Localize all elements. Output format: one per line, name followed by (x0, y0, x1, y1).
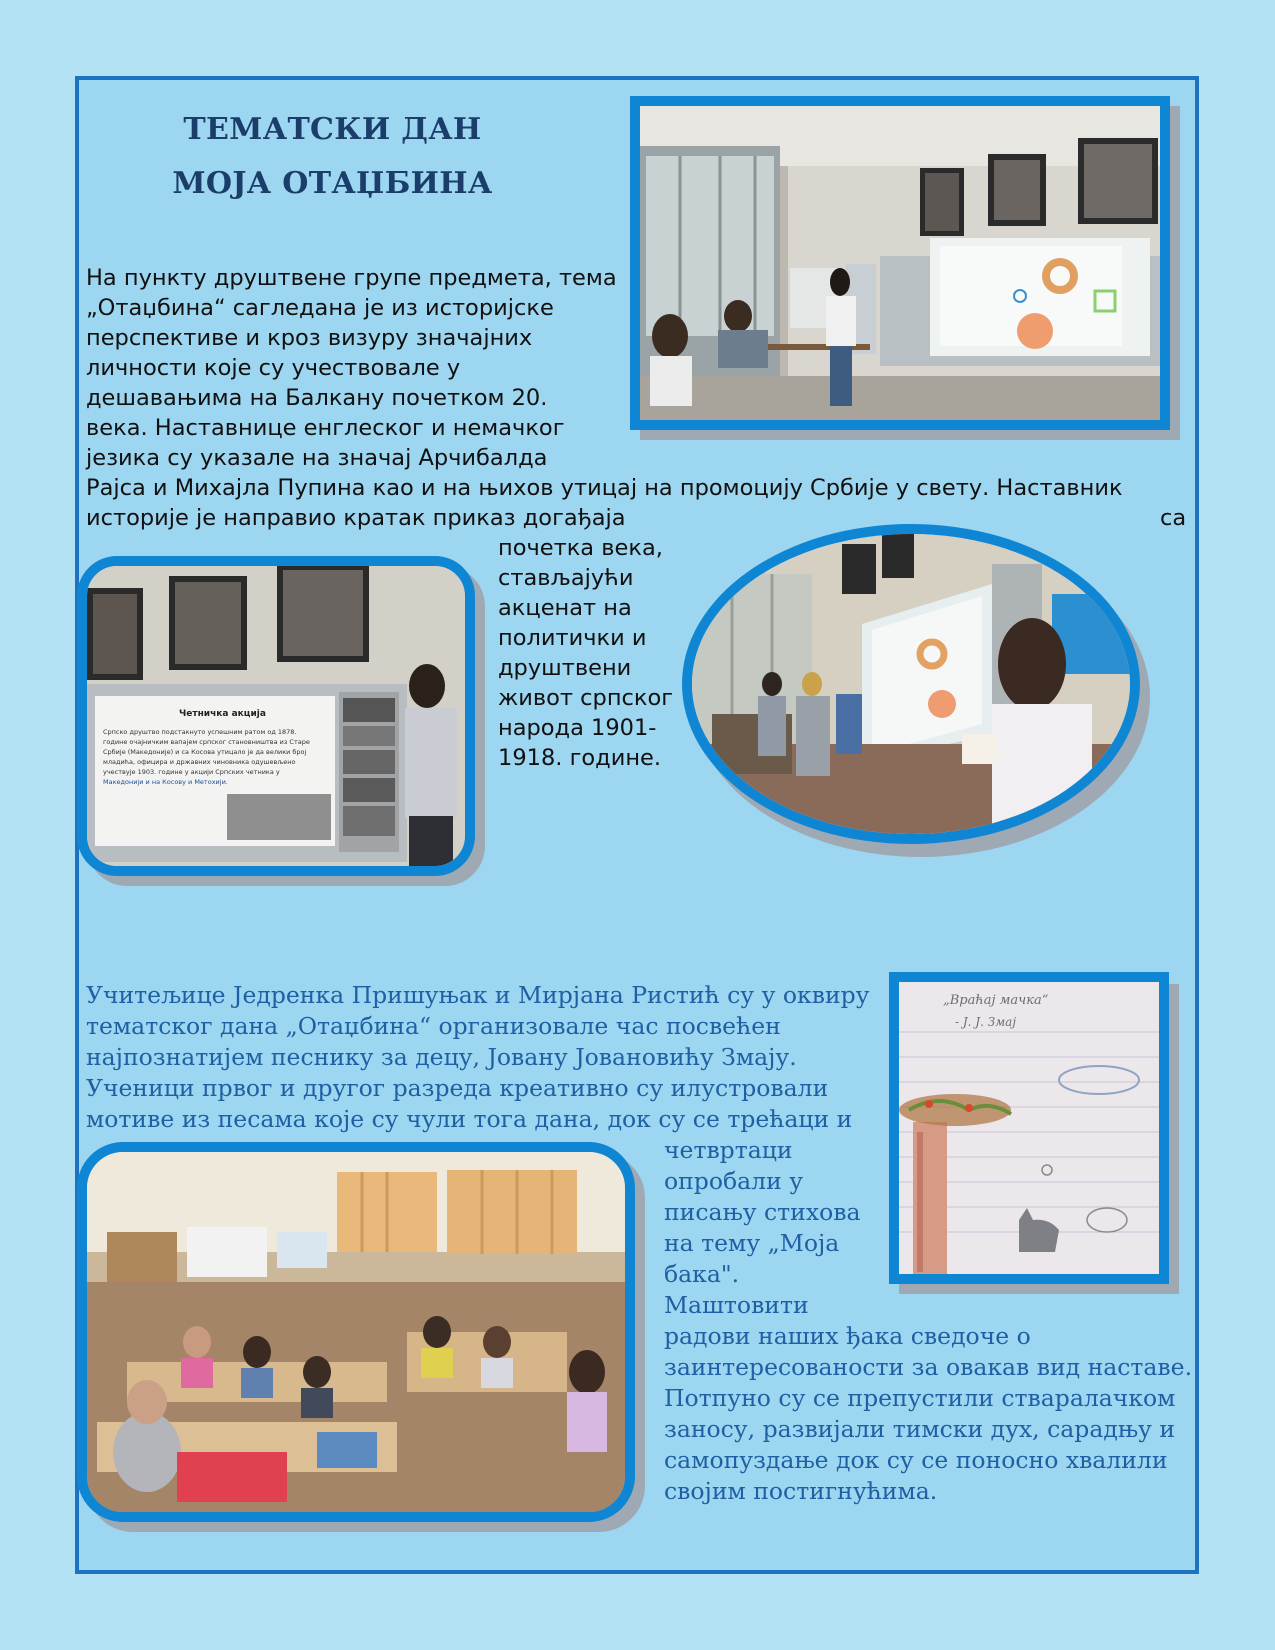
side-text-line: заносу, развијали тимски дух, сарадњу и (664, 1415, 1175, 1443)
text-line: историје је направио кратак приказ догађаја (86, 505, 626, 531)
text-line: дешавањима на Балкану почетком 20. (86, 385, 548, 411)
text-line-end: са (1160, 505, 1187, 531)
notebook-drawing-photo (889, 972, 1169, 1284)
side-text-line: својим постигнућима. (664, 1477, 938, 1505)
side-text-line: Потпуно су се препустили стваралачком (664, 1384, 1176, 1412)
slide-line: године очајничким вапајем српског становништва из Старе (103, 738, 310, 746)
side-text-line: 1918. године. (498, 745, 662, 771)
text-line: језика су указале на значај Арчибалда (86, 445, 548, 471)
slide-line: Македонији и на Косову и Метохији. (103, 778, 228, 786)
text-line: Учитељице Једренка Пришуњак и Мирјана Ристић су у оквиру (86, 981, 870, 1009)
side-text-line: заинтересованости за овакав вид наставе. (664, 1353, 1193, 1381)
slide-line: Српско друштво подстакнуто успешним ратом од 1878. (103, 728, 297, 736)
text-line: „Отаџбина“ сагледана је из историјске (86, 295, 554, 321)
text-line: На пункту друштвене групе предмета, тема (86, 265, 617, 291)
classroom-presentation-photo (630, 96, 1170, 430)
page-title-line-2: МОЈА ОТАЏБИНА (172, 166, 493, 201)
text-line: Рајса и Михајла Пупина као и на њихов утицај на промоцију Србије у свету. Наставник (86, 475, 1123, 501)
side-text-line: четвртаци (664, 1136, 793, 1164)
side-text-line: политички и (498, 625, 647, 651)
side-text-line: акценат на (498, 595, 632, 621)
notebook-author: - Ј. Ј. Змај (955, 1015, 1017, 1029)
text-line: личности које су учествовале у (86, 355, 461, 381)
side-text-line: стављајући (498, 565, 634, 591)
classroom-students-photo (77, 1142, 635, 1522)
side-text-line: живот српског (498, 685, 674, 711)
side-text-line: самопуздање док су се поносно хвалили (664, 1446, 1168, 1474)
page-title-line-1: ТЕМАТСКИ ДАН (183, 112, 482, 147)
side-text-line: почетка века, (498, 535, 663, 561)
text-line: Ученици првог и другог разреда креативно су илустровали (86, 1074, 829, 1102)
text-line: перспективе и кроз визуру значајних (86, 325, 533, 351)
side-text-line: на тему „Моја (664, 1229, 840, 1257)
side-text-line: писању стихова (664, 1198, 861, 1226)
slide-heading: Четничка акција (179, 709, 266, 719)
slide-line: Србије (Македоније) и са Косова утицало је да велики број (103, 748, 307, 756)
slide-line: младића, официра и државних чиновника одушевљено (103, 758, 296, 766)
text-line: века. Наставнице енглеског и немачког (86, 415, 565, 441)
teacher-slide-photo (77, 556, 475, 876)
side-text-line: друштвени (498, 655, 632, 681)
text-line: најпознатијем песнику за децу, Јовану Јовановићу Змају. (86, 1043, 797, 1071)
text-line: мотиве из песама које су чули тога дана, док су се трећаци и (86, 1105, 853, 1133)
side-text-line: радови наших ђака сведоче о (664, 1322, 1031, 1350)
side-text-line: народа 1901- (498, 715, 657, 741)
side-text-line: бака". (664, 1260, 740, 1288)
text-line: тематског дана „Отаџбина“ организовале час посвећен (86, 1012, 781, 1040)
students-presenting-photo (682, 524, 1140, 844)
side-text-line: Маштовити (664, 1291, 809, 1319)
side-text-line: опробали у (664, 1167, 804, 1195)
slide-line: учествује 1903. године у акцији Српских четника у (103, 768, 280, 776)
notebook-title: „Враћај мачка“ (943, 993, 1049, 1008)
